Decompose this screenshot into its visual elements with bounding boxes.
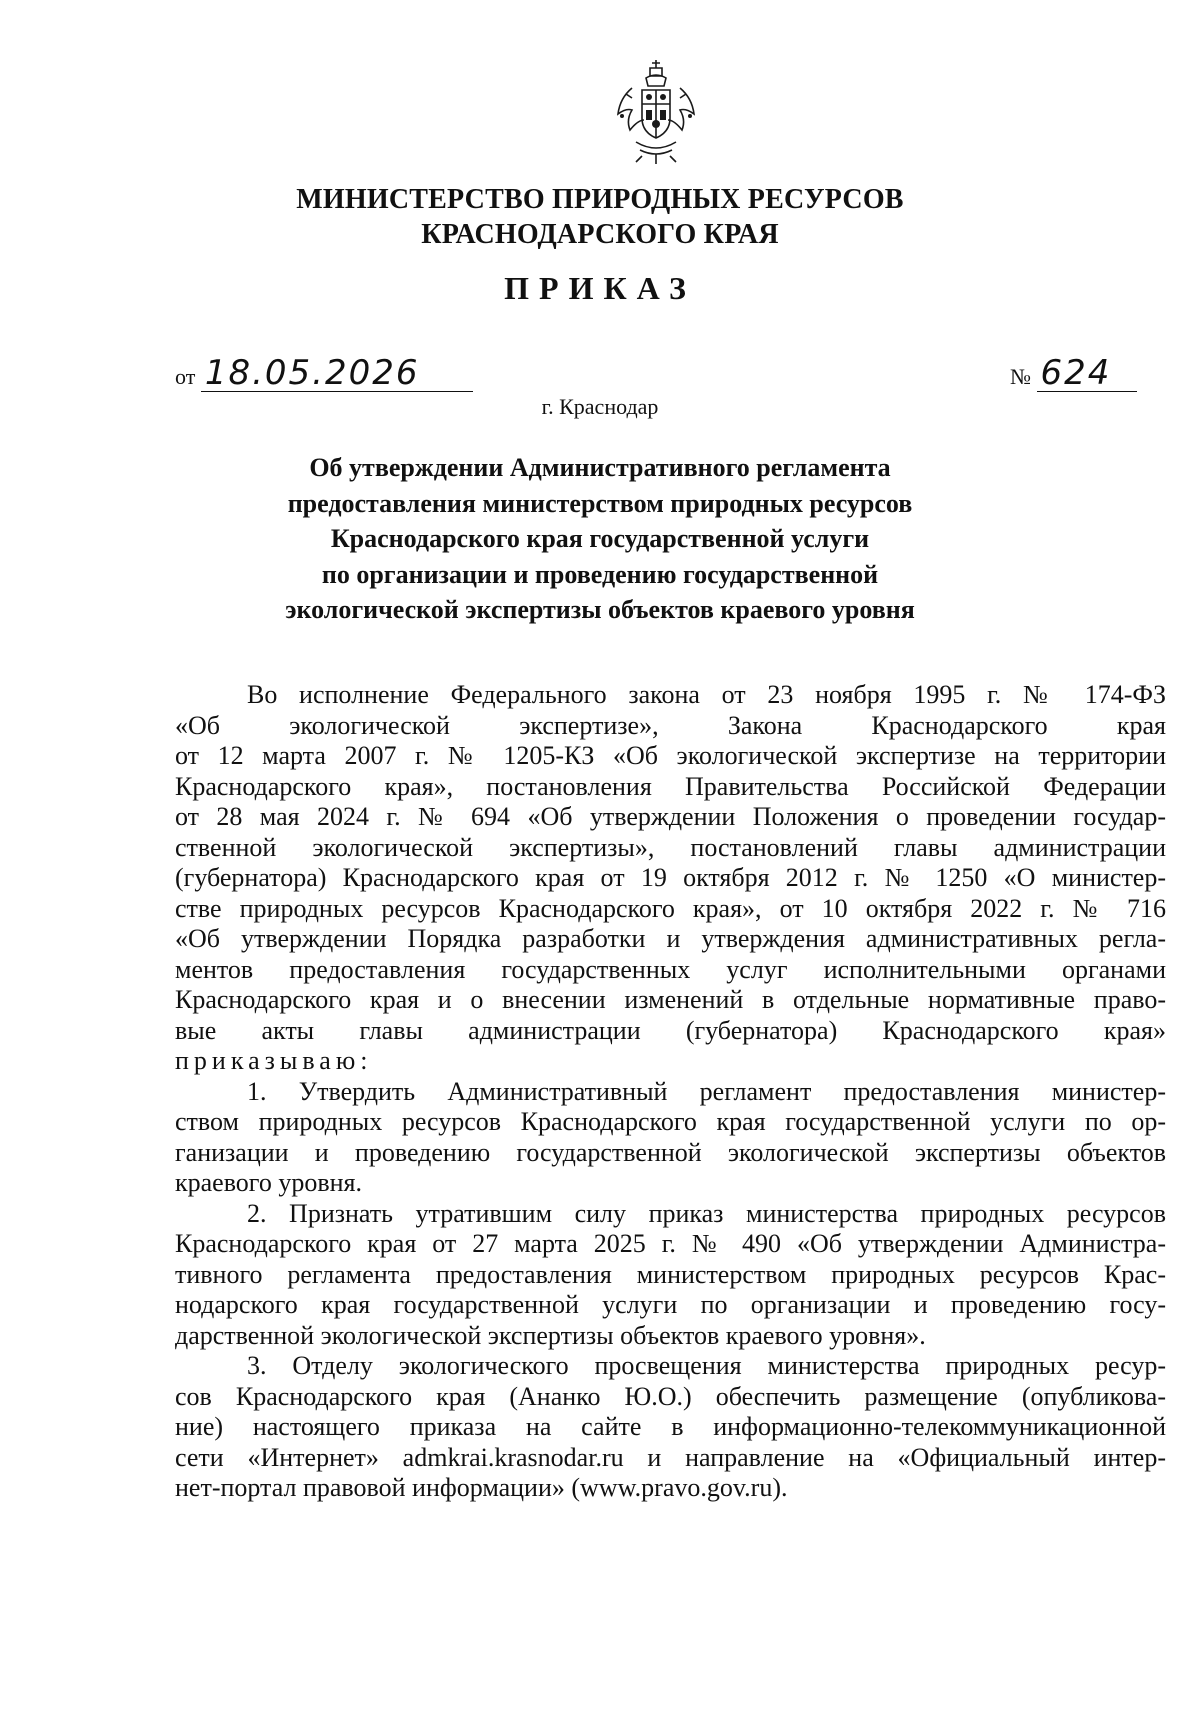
number-field	[1010, 355, 1137, 392]
body-line: от 12 марта 2007 г. № 1205-КЗ «Об экологической экспертизе на территории	[175, 741, 1166, 770]
body-line: ственной экологической экспертизы», постановлений главы администрации	[175, 832, 1166, 862]
body-line: 2. Признать утратившим силу приказ министерства природных ресурсов	[247, 1198, 1166, 1228]
city-label: г. Краснодар	[541, 394, 659, 419]
body-line: от 28 мая 2024 г. № 694 «Об утверждении Положения о проведении государ-	[175, 802, 1166, 831]
ministry-name	[0, 182, 1200, 252]
ministry-name-line-1: МИНИСТЕРСТВО ПРИРОДНЫХ РЕСУРСОВ	[296, 184, 904, 215]
body-line: нет-портал правовой информации» (www.pravo.gov.ru).	[175, 1473, 788, 1502]
body-line: тивного регламента предоставления министерством природных ресурсов Крас-	[175, 1259, 1166, 1289]
coat-of-arms-emblem	[612, 58, 700, 166]
body-line: ганизации и проведению государственной экологической экспертизы объектов	[175, 1137, 1166, 1167]
body-line: Краснодарского края от 27 марта 2025 г. № 490 «Об утверждении Администра-	[175, 1229, 1166, 1258]
body-line-prikazyvayu: приказываю:	[175, 1046, 373, 1075]
body-line: ством природных ресурсов Краснодарского края государственной услуги по ор-	[175, 1107, 1166, 1136]
body-line: дарственной экологической экспертизы объектов краевого уровня».	[175, 1320, 926, 1350]
body-line: сов Краснодарского края (Ананко Ю.О.) обеспечить размещение (опубликова-	[175, 1381, 1166, 1411]
body-line: вые акты главы администрации (губернатора) Краснодарского края»	[175, 1015, 1166, 1045]
body-line: Во исполнение Федерального закона от 23 ноября 1995 г. № 174-ФЗ	[247, 680, 1166, 709]
body-line: «Об утверждении Порядка разработки и утверждения административных регла-	[175, 924, 1166, 953]
body-line: 1. Утвердить Административный регламент предоставления министер-	[247, 1076, 1166, 1106]
body-line: «Об экологической экспертизе», Закона Краснодарского края	[175, 710, 1166, 740]
body-line: ментов предоставления государственных услуг исполнительными органами	[175, 954, 1166, 984]
body-line: 3. Отделу экологического просвещения министерства природных ресур-	[247, 1351, 1166, 1380]
title-line: Краснодарского края государственной услуги	[330, 524, 870, 553]
date-field	[175, 355, 473, 392]
document-body	[175, 680, 1166, 1504]
title-line: Об утверждении Административного регламента	[309, 453, 891, 482]
ministry-name-line-2: КРАСНОДАРСКОГО КРАЯ	[421, 219, 779, 250]
body-line: краевого уровня.	[175, 1168, 362, 1197]
document-title	[0, 450, 1200, 628]
body-line: Краснодарского края», постановления Правительства Российской Федерации	[175, 771, 1166, 801]
handwritten-date: 18.05.2026	[201, 355, 473, 392]
body-line: Краснодарского края и о внесении изменений в отдельные нормативные право-	[175, 985, 1166, 1014]
title-line: по организации и проведению государственной	[321, 559, 879, 589]
body-line: сети «Интернет» admkrai.krasnodar.ru и направление на «Официальный интер-	[175, 1442, 1166, 1472]
title-line: экологической экспертизы объектов краевого уровня	[285, 595, 915, 624]
handwritten-number: 624	[1037, 355, 1137, 392]
document-type-heading: ПРИКАЗ	[504, 270, 696, 306]
date-prefix: от	[175, 364, 196, 389]
number-prefix: №	[1010, 364, 1031, 389]
body-line: нодарского края государственной услуги по организации и проведению госу-	[175, 1290, 1166, 1319]
body-line: ние) настоящего приказа на сайте в информационно-телекоммуникационной	[175, 1412, 1166, 1441]
title-line: предоставления министерством природных ресурсов	[287, 488, 913, 518]
body-line: (губернатора) Краснодарского края от 19 октября 2012 г. № 1250 «О министер-	[175, 863, 1166, 892]
body-line: стве природных ресурсов Краснодарского края», от 10 октября 2022 г. № 716	[175, 893, 1166, 923]
